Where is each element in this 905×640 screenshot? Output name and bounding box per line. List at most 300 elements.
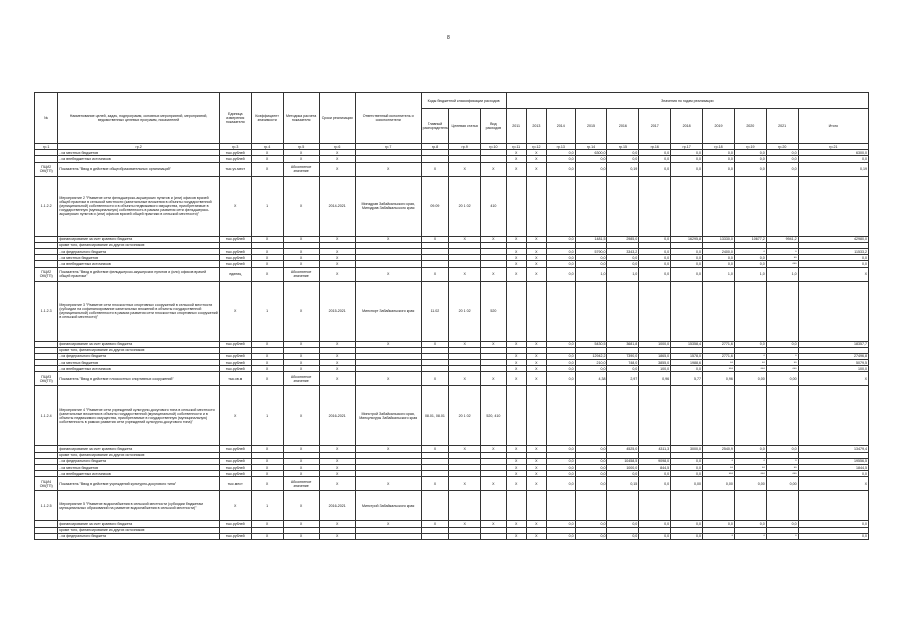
row-cell: Абсолютное значение — [283, 162, 319, 176]
column-number: гр.3 — [219, 144, 251, 150]
row-year-value: ** — [766, 360, 798, 366]
row-total: 0,0 — [798, 471, 868, 477]
row-year-value: 0,0 — [639, 248, 671, 254]
row-total: 42980,0 — [798, 236, 868, 242]
row-cell: 2014-2021 — [319, 176, 355, 236]
row-year-value — [766, 386, 798, 446]
row-year-value: 2771,6 — [703, 353, 735, 359]
row-year-value: X — [526, 353, 546, 359]
row-cell: X — [251, 248, 283, 254]
row-cell: X — [219, 386, 251, 446]
row-year-value: X — [526, 471, 546, 477]
row-budget-code: X — [481, 521, 506, 527]
row-year-value — [546, 491, 575, 521]
column-number: гр.10 — [481, 144, 506, 150]
row-cell: тыс.рублей — [219, 353, 251, 359]
row-year-value: 6300,0 — [575, 150, 607, 156]
table-row — [35, 533, 869, 539]
row-cell: 1 — [251, 491, 283, 521]
column-number: гр.6 — [319, 144, 355, 150]
row-year-value: 0,0 — [734, 521, 766, 527]
row-year-value: 0,0 — [734, 341, 766, 347]
row-name: Показатель "Ввод в действие фельдшерско-акушерских пунктов и (или) офисов врачей общей практики" — [58, 267, 219, 281]
row-year-value — [703, 281, 735, 341]
row-year-value: X — [526, 261, 546, 267]
row-cell: X — [319, 372, 355, 386]
row-year-value: 0,0 — [671, 521, 703, 527]
row-cell: 1 — [251, 386, 283, 446]
row-year-value: X — [526, 341, 546, 347]
row-budget-code: X — [481, 372, 506, 386]
row-year-value: 0,0 — [703, 261, 735, 267]
row-year-value: 0,0 — [671, 366, 703, 372]
row-year-value: 0,0 — [575, 477, 607, 491]
row-year-value: 0,0 — [546, 267, 575, 281]
row-name: кроме того, финансирование из других источников: — [58, 242, 219, 248]
row-year-value — [639, 281, 671, 341]
row-budget-code: X — [421, 372, 449, 386]
row-year-value: 0,0 — [607, 521, 639, 527]
row-year-value — [546, 386, 575, 446]
row-year-value: ** — [766, 255, 798, 261]
row-year-value: 748,0 — [607, 360, 639, 366]
row-year-value: 0,19 — [607, 162, 639, 176]
row-executor: Минстрой Забайкальского края — [355, 491, 421, 521]
header-exec: Ответственный исполнитель и соисполнители — [355, 93, 421, 144]
row-name: кроме того, финансирование из других источников: — [58, 347, 219, 353]
row-year-value — [506, 491, 526, 521]
row-year-value: 2400,0 — [703, 248, 735, 254]
row-year-value: 0,0 — [546, 477, 575, 491]
row-executor: X — [355, 236, 421, 242]
row-cell: X — [251, 261, 283, 267]
page-number: 8 — [447, 35, 450, 41]
header-method: Методика расчета показателя — [283, 93, 319, 144]
row-year-value: X — [506, 150, 526, 156]
row-cell: X — [283, 386, 319, 446]
row-cell: 2015-2021 — [319, 281, 355, 341]
row-year-value: 0,0 — [734, 261, 766, 267]
row-budget-code — [481, 533, 506, 539]
row-budget-code: X — [481, 267, 506, 281]
row-year-value: * — [766, 353, 798, 359]
header-name: Наименование целей, задач, подпрограмм, основных мероприятий, мероприятий, ведомственных целевых программ, показателей — [58, 93, 219, 144]
row-year-value — [734, 281, 766, 341]
row-year-value: X — [506, 366, 526, 372]
row-cell: X — [283, 353, 319, 359]
row-cell: тыс.рублей — [219, 255, 251, 261]
row-year-value: X — [526, 366, 546, 372]
row-year-value: X — [526, 360, 546, 366]
column-number: гр.21 — [798, 144, 868, 150]
row-total: 11533,2 — [798, 248, 868, 254]
row-cell: X — [319, 156, 355, 162]
row-year-value: X — [526, 156, 546, 162]
row-year-value — [575, 491, 607, 521]
column-number: гр.9 — [449, 144, 481, 150]
row-year-value: 0,0 — [546, 341, 575, 347]
column-number: гр.2 — [58, 144, 219, 150]
row-cell: тыс.рублей — [219, 248, 251, 254]
row-year-value: 0,0 — [546, 471, 575, 477]
row-name: - из федерального бюджета — [58, 353, 219, 359]
row-cell: тыс.рублей — [219, 360, 251, 366]
row-year-value: X — [526, 150, 546, 156]
table-row — [35, 386, 869, 446]
row-budget-code: 20 1 02 — [449, 386, 481, 446]
row-year-value: 0,0 — [575, 162, 607, 176]
row-year-value: 1,0 — [703, 267, 735, 281]
row-budget-code: X — [449, 521, 481, 527]
row-year-value: X — [526, 255, 546, 261]
row-cell: X — [283, 360, 319, 366]
header-year: 2019 — [703, 109, 735, 144]
row-cell: X — [319, 477, 355, 491]
row-year-value: 1481,5 — [575, 236, 607, 242]
row-year-value: 0,0 — [546, 360, 575, 366]
row-year-value: 1865,0 — [639, 353, 671, 359]
row-year-value: 0,00 — [671, 477, 703, 491]
row-year-value: 5,77 — [671, 372, 703, 386]
table-row — [35, 491, 869, 521]
row-year-value: 0,0 — [607, 255, 639, 261]
column-number: гр.12 — [526, 144, 546, 150]
row-budget-code — [449, 533, 481, 539]
row-year-value — [575, 176, 607, 236]
row-cell: тыс.кв.м — [219, 372, 251, 386]
row-year-value — [671, 176, 703, 236]
row-cell: X — [251, 353, 283, 359]
row-cell: X — [251, 150, 283, 156]
row-name: - из федерального бюджета — [58, 248, 219, 254]
row-year-value: 0,0 — [575, 446, 607, 452]
row-cell: X — [283, 248, 319, 254]
row-year-value: *** — [734, 471, 766, 477]
row-year-value: 0,0 — [766, 162, 798, 176]
row-cell: X — [283, 458, 319, 464]
row-year-value: 0,0 — [546, 533, 575, 539]
row-year-value: 0,0 — [575, 465, 607, 471]
row-cell: X — [251, 255, 283, 261]
row-total: X — [798, 372, 868, 386]
row-cell: X — [251, 162, 283, 176]
table-row — [35, 267, 869, 281]
row-year-value: 0,0 — [546, 446, 575, 452]
row-name: финансирование за счет краевого бюджета — [58, 341, 219, 347]
row-year-value — [703, 491, 735, 521]
row-year-value: 5430,5 — [575, 341, 607, 347]
row-cell: X — [319, 248, 355, 254]
column-number: гр.7 — [355, 144, 421, 150]
row-cell: X — [319, 465, 355, 471]
row-cell: X — [319, 446, 355, 452]
row-cell: тыс.рублей — [219, 465, 251, 471]
row-executor: X — [355, 162, 421, 176]
row-cell: 2016-2021 — [319, 386, 355, 446]
row-budget-code: X — [421, 341, 449, 347]
row-year-value: 0,0 — [734, 162, 766, 176]
row-code — [35, 533, 58, 539]
row-year-value: 1,0 — [607, 267, 639, 281]
row-total: 0,0 — [798, 261, 868, 267]
row-year-value: 0,0 — [703, 162, 735, 176]
row-year-value: 0,0 — [607, 366, 639, 372]
row-year-value: 0,0 — [575, 458, 607, 464]
row-year-value: 3000,0 — [671, 446, 703, 452]
row-cell: тыс.рублей — [219, 341, 251, 347]
row-year-value: 0,15 — [607, 477, 639, 491]
program-table — [34, 92, 869, 540]
row-year-value: 0,0 — [546, 150, 575, 156]
row-year-value: *** — [703, 471, 735, 477]
row-year-value: 0,0 — [546, 465, 575, 471]
row-year-value: 0,0 — [766, 446, 798, 452]
row-year-value — [766, 491, 798, 521]
row-year-value: 210,0 — [575, 360, 607, 366]
row-budget-code: X — [481, 236, 506, 242]
row-year-value: 0,0 — [575, 261, 607, 267]
row-year-value — [575, 386, 607, 446]
row-budget-code: X — [449, 372, 481, 386]
row-year-value: 0,0 — [575, 533, 607, 539]
row-cell: X — [319, 458, 355, 464]
row-year-value: 0,0 — [639, 471, 671, 477]
row-cell: X — [283, 176, 319, 236]
row-year-value: 12942,2 — [575, 353, 607, 359]
row-year-value — [526, 281, 546, 341]
row-year-value: 0,0 — [703, 255, 735, 261]
row-year-value: 7390,0 — [607, 353, 639, 359]
row-total — [798, 491, 868, 521]
row-year-value: 1000,0 — [639, 341, 671, 347]
row-cell: тыс.рублей — [219, 446, 251, 452]
row-cell: X — [283, 236, 319, 242]
row-cell: Абсолютное значение — [283, 477, 319, 491]
row-year-value: 2,97 — [607, 372, 639, 386]
row-year-value — [607, 176, 639, 236]
row-name: финансирование за счет краевого бюджета — [58, 446, 219, 452]
row-cell: X — [319, 162, 355, 176]
row-year-value: 0,0 — [639, 236, 671, 242]
row-year-value: 0,0 — [766, 150, 798, 156]
row-year-value: 10458,5 — [607, 458, 639, 464]
row-year-value — [734, 491, 766, 521]
row-year-value: 0,0 — [546, 366, 575, 372]
header-terms: Сроки реализации — [319, 93, 355, 144]
row-year-value: 0,0 — [575, 521, 607, 527]
row-cell: X — [283, 150, 319, 156]
row-cell: Абсолютное значение — [283, 267, 319, 281]
row-cell: X — [251, 458, 283, 464]
row-budget-code: X — [421, 521, 449, 527]
row-budget-code: 520 — [481, 281, 506, 341]
table-header — [35, 93, 869, 150]
row-year-value: 0,0 — [671, 458, 703, 464]
row-name: финансирование за счет краевого бюджета — [58, 236, 219, 242]
row-year-value: X — [506, 353, 526, 359]
row-year-value: 0,0 — [671, 150, 703, 156]
column-number: гр.17 — [671, 144, 703, 150]
row-year-value: X — [506, 372, 526, 386]
row-year-value: 0,0 — [575, 366, 607, 372]
row-name: Мероприятие 4 "Развитие сети учреждений культурно-досугового типа в сельской местности (капитальные вложения в объекты государственной (муниципальной) собственности и в объекты недвижимого имущества, приобретаемые в государственную (муниципальную) собственность в рамках развития сети учреждений культурно-досугового типа)" — [58, 386, 219, 446]
row-year-value: X — [526, 477, 546, 491]
row-year-value: X — [506, 248, 526, 254]
row-year-value: X — [526, 236, 546, 242]
table-row — [35, 477, 869, 491]
row-total — [798, 281, 868, 341]
row-total: 0,0 — [798, 533, 868, 539]
row-year-value: X — [506, 458, 526, 464]
row-cell: X — [251, 533, 283, 539]
row-cell: тыс.рублей — [219, 261, 251, 267]
row-year-value — [671, 491, 703, 521]
row-year-value: 16295,8 — [671, 236, 703, 242]
row-year-value: *** — [734, 366, 766, 372]
row-year-value: 0,0 — [671, 248, 703, 254]
row-budget-code: X — [481, 446, 506, 452]
row-budget-code: X — [421, 446, 449, 452]
row-year-value: 0,0 — [639, 162, 671, 176]
row-budget-code: X — [449, 267, 481, 281]
row-year-value: 1988,6 — [671, 360, 703, 366]
row-cell: X — [251, 471, 283, 477]
row-cell: X — [319, 533, 355, 539]
row-year-value: 0,0 — [671, 261, 703, 267]
row-total: 0,0 — [798, 156, 868, 162]
row-cell: X — [319, 261, 355, 267]
row-year-value — [575, 281, 607, 341]
row-cell: тыс.рублей — [219, 366, 251, 372]
row-year-value: X — [506, 521, 526, 527]
row-year-value: X — [526, 533, 546, 539]
row-name: Показатель "Ввод в действие плоскостных спортивных сооружений" — [58, 372, 219, 386]
row-cell: X — [251, 366, 283, 372]
column-number: гр.14 — [575, 144, 607, 150]
column-number: гр.18 — [703, 144, 735, 150]
row-year-value: X — [506, 156, 526, 162]
row-year-value: 0,0 — [703, 156, 735, 162]
row-name: Мероприятие 5 "Развитие водоснабжения в сельской местности (субсидии бюджетам муниципальных образований на развитие водоснабжения в сельской местности)" — [58, 491, 219, 521]
row-cell: X — [251, 477, 283, 491]
header-budget-1: Главный распорядитель — [421, 109, 449, 144]
row-year-value: 0,00 — [734, 477, 766, 491]
header-budget-3: Вид расходов — [481, 109, 506, 144]
row-year-value — [671, 281, 703, 341]
row-year-value: 0,0 — [671, 465, 703, 471]
row-total — [798, 386, 868, 446]
row-year-value — [671, 386, 703, 446]
row-cell: X — [319, 471, 355, 477]
row-cell: X — [283, 491, 319, 521]
row-name: - из местных бюджетов — [58, 360, 219, 366]
row-name: финансирование за счет краевого бюджета — [58, 521, 219, 527]
row-year-value: 4525,0 — [607, 446, 639, 452]
row-cell: X — [219, 491, 251, 521]
row-cell: X — [251, 236, 283, 242]
column-number: гр.15 — [607, 144, 639, 150]
row-year-value: 0,0 — [671, 533, 703, 539]
row-year-value: X — [526, 458, 546, 464]
row-year-value: 0,0 — [546, 248, 575, 254]
table-row — [35, 162, 869, 176]
row-year-value — [526, 491, 546, 521]
row-year-value: 0,0 — [639, 156, 671, 162]
row-year-value: * — [703, 533, 735, 539]
row-code: ПЦИ4 ОМ(ТП) — [35, 477, 58, 491]
row-cell: тыс.уч.мест — [219, 162, 251, 176]
row-year-value: *** — [766, 366, 798, 372]
row-cell: X — [283, 255, 319, 261]
row-year-value: 0,0 — [639, 255, 671, 261]
row-year-value — [506, 281, 526, 341]
row-cell: X — [283, 281, 319, 341]
header-year: 2015 — [575, 109, 607, 144]
row-year-value: 0,0 — [575, 255, 607, 261]
row-year-value: 0,0 — [546, 261, 575, 267]
row-year-value: 10677,2 — [734, 236, 766, 242]
row-name: - из местных бюджетов — [58, 465, 219, 471]
row-year-value: 2985,0 — [607, 236, 639, 242]
row-name: - из внебюджетных источников — [58, 366, 219, 372]
row-year-value: X — [526, 248, 546, 254]
row-name: Показатель "Ввод в действие учреждений культурно-досугового типа" — [58, 477, 219, 491]
row-executor: X — [355, 521, 421, 527]
row-year-value: 1,0 — [734, 267, 766, 281]
row-year-value: 0,96 — [703, 372, 735, 386]
row-year-value: * — [734, 248, 766, 254]
row-executor: X — [355, 372, 421, 386]
header-total: Итого — [798, 109, 868, 144]
header-year: 2017 — [639, 109, 671, 144]
row-year-value: 13330,0 — [703, 236, 735, 242]
row-year-value: 0,0 — [734, 156, 766, 162]
row-budget-code — [481, 491, 506, 521]
row-year-value: X — [506, 477, 526, 491]
row-year-value: * — [734, 353, 766, 359]
row-code: 1.1.2.3 — [35, 281, 58, 341]
row-year-value: ** — [703, 465, 735, 471]
row-total: 0,19 — [798, 162, 868, 176]
row-year-value: X — [526, 162, 546, 176]
row-year-value: 0,0 — [766, 156, 798, 162]
column-number: гр.1 — [35, 144, 58, 150]
row-cell: X — [251, 360, 283, 366]
row-year-value: *** — [766, 261, 798, 267]
row-cell: X — [319, 236, 355, 242]
header-year: 2013 — [526, 109, 546, 144]
table-row — [35, 176, 869, 236]
row-name: Мероприятие 3 "Развитие сети плоскостных спортивных сооружений в сельской местности (субсидии на софинансирование капитальных вложений в объекты государственной (муниципальной) собственности в рамках развития сети плоскостных спортивных сооружений в сельской местности)" — [58, 281, 219, 341]
row-year-value: X — [506, 446, 526, 452]
row-cell: X — [251, 446, 283, 452]
row-year-value — [734, 176, 766, 236]
row-year-value — [607, 491, 639, 521]
row-cell: Абсолютное значение — [283, 372, 319, 386]
row-cell: тыс.рублей — [219, 471, 251, 477]
row-year-value: ** — [766, 465, 798, 471]
row-year-value — [766, 281, 798, 341]
column-number: гр.19 — [734, 144, 766, 150]
row-cell: X — [251, 521, 283, 527]
header-year: 2021 — [766, 109, 798, 144]
table-body — [35, 150, 869, 540]
row-budget-code: X — [449, 477, 481, 491]
column-number: гр.4 — [251, 144, 283, 150]
row-cell: единиц — [219, 267, 251, 281]
row-year-value: 3855,0 — [639, 360, 671, 366]
row-budget-code: X — [421, 267, 449, 281]
